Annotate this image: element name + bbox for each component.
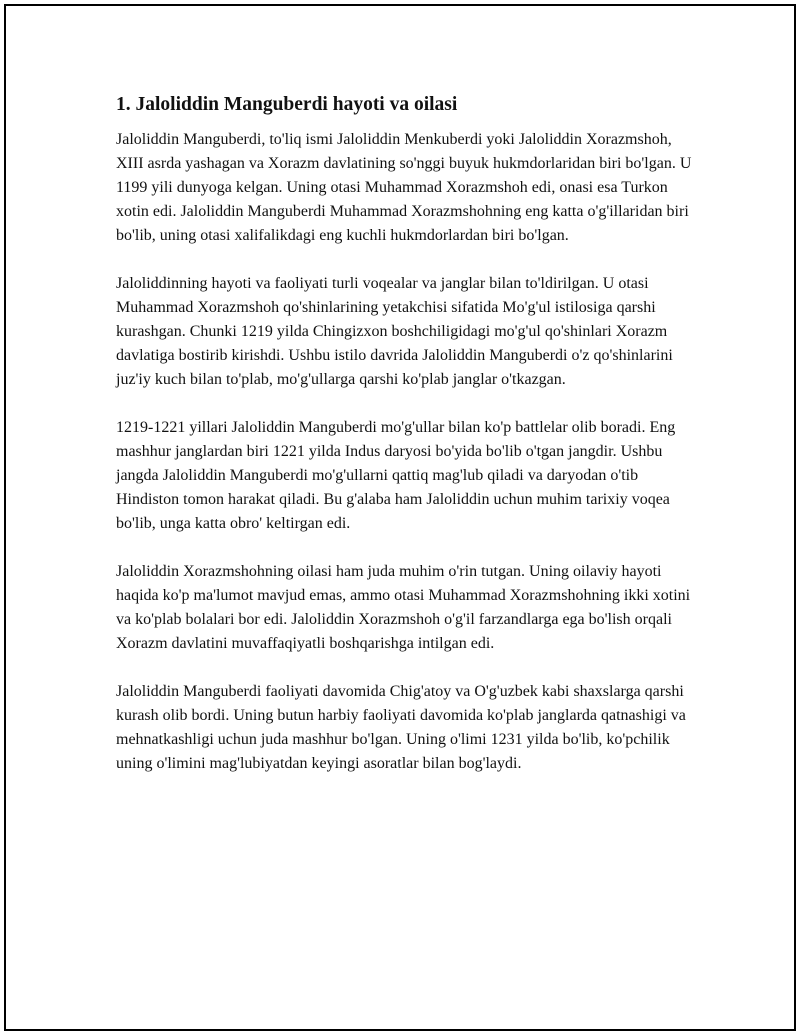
section-heading: 1. Jaloliddin Manguberdi hayoti va oilasi: [116, 94, 458, 115]
paragraph-2: Jaloliddinning hayoti va faoliyati turli voqealar va janglar bilan to'ldirilgan. U otasi Muhammad Xorazmshoh qo'shinlarining yetakchisi sifatida Mo'g'ul istilosiga qarshi kurashgan. Chunki 1219 yilda Chingizxon boshchiligidagi mo'g'ul qo'shinlari Xorazm davlatiga bostirib kirishdi. Ushbu istilo davrida Jaloliddin Manguberdi o'z qo'shinlarini juz'iy kuch bilan to'plab, mo'g'ullarga qarshi ko'plab janglar o'tkazgan.: [116, 275, 673, 388]
document-body: [116, 92, 696, 800]
paragraph-5: Jaloliddin Manguberdi faoliyati davomida Chig'atoy va O'g'uzbek kabi shaxslarga qarshi kurash olib bordi. Uning butun harbiy faoliyati davomida ko'plab janglarda qatnashigi va mehnatkashligi uchun juda mashhur bo'lgan. Uning o'limi 1231 yilda bo'lib, ko'pchilik uning o'limini mag'lubiyatdan keyingi asoratlar bilan bog'laydi.: [116, 683, 686, 772]
paragraph-4: Jaloliddin Xorazmshohning oilasi ham juda muhim o'rin tutgan. Uning oilaviy hayoti haqida ko'p ma'lumot mavjud emas, ammo otasi Muhammad Xorazmshohning ikki xotini va ko'plab bolalari bor edi. Jaloliddin Xorazmshoh o'g'il farzandlarga ega bo'lish orqali Xorazm davlatini muvaffaqiyatli boshqarishga intilgan edi.: [116, 563, 691, 652]
paragraph-3: 1219-1221 yillari Jaloliddin Manguberdi mo'g'ullar bilan ko'p battlelar olib boradi. Eng mashhur janglardan biri 1221 yilda Indus daryosi bo'yida bo'lib o'tgan jangdir. Ushbu jangda Jaloliddin Manguberdi mo'g'ullarni qattiq mag'lub qiladi va daryodan o'tib Hindiston tomon harakat qiladi. Bu g'alaba ham Jaloliddin uchun muhim tarixiy voqea bo'lib, unga katta obro' keltirgan edi.: [116, 419, 676, 532]
paragraph-1: Jaloliddin Manguberdi, to'liq ismi Jaloliddin Menkuberdi yoki Jaloliddin Xorazmshoh, XIII asrda yashagan va Xorazm davlatining so'nggi buyuk hukmdorlaridan biri bo'lgan. U 1199 yili dunyoga kelgan. Uning otasi Muhammad Xorazmshoh edi, onasi esa Turkon xotin edi. Jaloliddin Manguberdi Muhammad Xorazmshohning eng katta o'g'illaridan biri bo'lib, uning otasi xalifalikdagi eng kuchli hukmdorlardan biri bo'lgan.: [116, 131, 692, 244]
